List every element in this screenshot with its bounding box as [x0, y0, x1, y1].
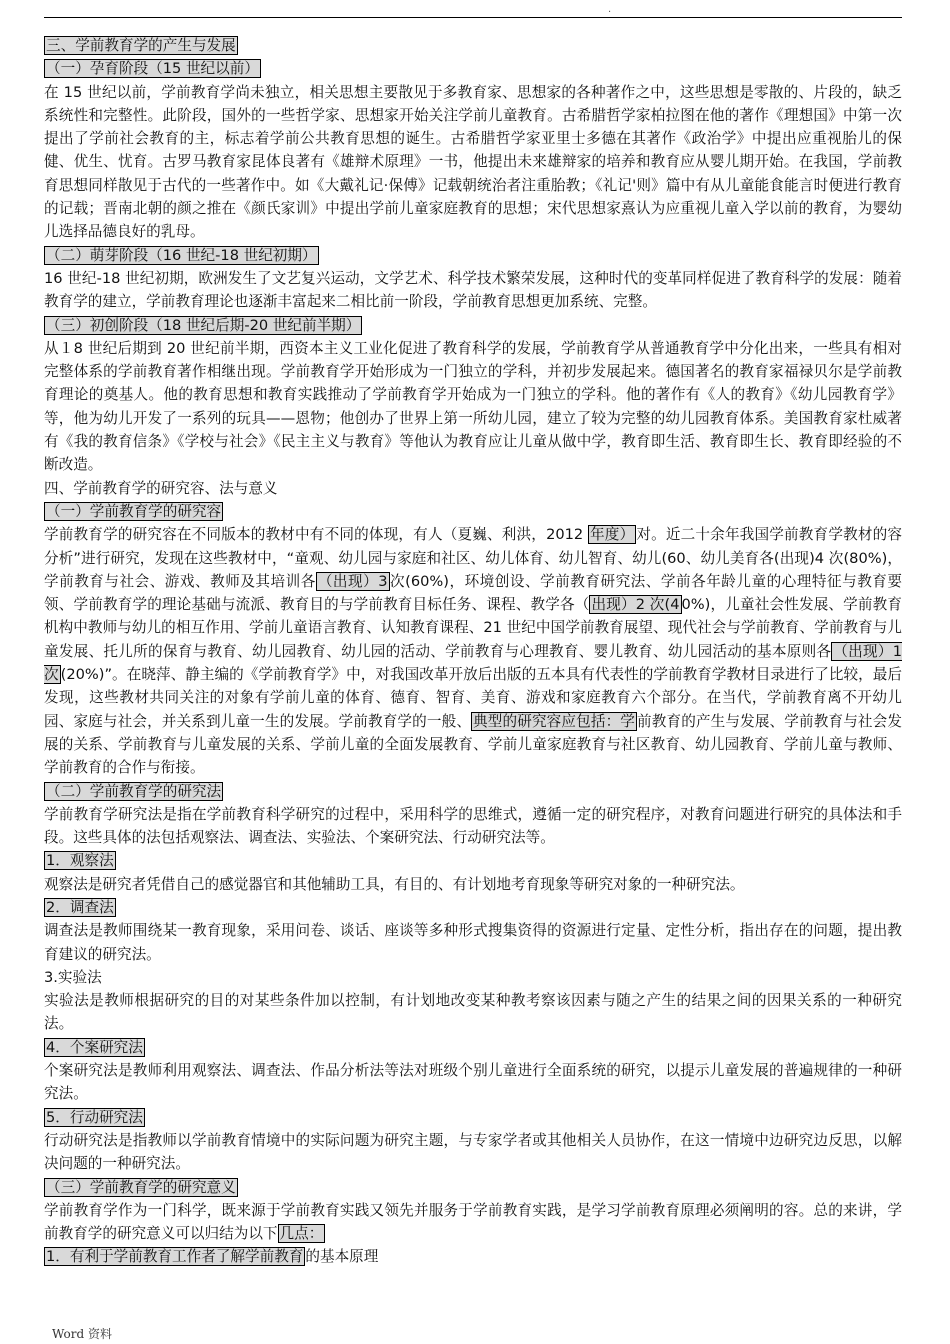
footer-label: Word 资料	[52, 1327, 112, 1341]
header-dot: .	[608, 4, 612, 15]
method-2-paragraph: 调查法是教师围绕某一教育现象，采用问卷、谈话、座谈等多种形式搜集资得的资源进行定量、定性分析，指出存在的问题，提出教育建议的研究法。	[44, 922, 902, 963]
research-method-title: （二）学前教育学的研究法	[46, 782, 222, 800]
method-5-paragraph: 行动研究法是指教师以学前教育情境中的实际问题为研究主题，与专家学者或其他相关人员协作，在这一情境中边研究边反思，以解决问题的一种研究法。	[44, 1131, 902, 1173]
text-run: 前教育的产生与发展、学前教育与社会发展的关系、学前教育与儿童发展的关系、学前儿童的全面发展教育、学前儿童家庭教育与社区教育、幼儿园教育、学前儿童与教师、学前教育的合作与衔接。	[44, 712, 902, 777]
text-run: (20%)”。在晓萍、静主编的《学前教育学》中，对我国改革开放后出版的五本具有代表性的学前教育学教材目录进行了比较，最后发现，这些教材共同关注的对象有学前儿童的体育、德育、智育、美育、游戏和家庭教育六个部分。在当代，学前教育离不开幼儿园、家庭与社会，并关系到儿童一生的发展。学前教育学的一般、	[44, 666, 902, 730]
highlight-box: 出现）2 次(4	[591, 596, 680, 614]
text-run: 次(60%)，环境创设、学前教育研究法、学前各年龄儿童的心理特征与教育要领、学前教育学的理论基础与流派、教育目的与学前教育目标任务、课程、教学各（	[44, 572, 902, 614]
stage-3-heading	[44, 314, 902, 337]
significance-point-1	[44, 1245, 902, 1268]
method-5-title: 5．行动研究法	[46, 1108, 143, 1126]
stage-2-heading	[44, 244, 902, 267]
method-4-heading	[44, 1036, 902, 1059]
research-significance-title: （三）学前教育学的研究意义	[46, 1178, 236, 1196]
research-content-heading	[44, 500, 902, 523]
text-run: 学前教育学作为一门科学，既来源于学前教育实践又领先并服务于学前教育实践，是学习学前教育原理必须阐明的容。总的来讲，学前教育学的研究意义可以归结为以下	[44, 1201, 902, 1243]
method-2-title: 2．调查法	[46, 898, 114, 916]
stage-1-heading	[44, 57, 902, 80]
highlight-box: （出现）1 次	[44, 642, 902, 684]
section-4-heading: 四、学前教育学的研究容、法与意义	[44, 479, 278, 497]
text-run: 学前教育学的研究容在不同版本的教材中有不同的体现，有人（夏巍、利洪，2012	[44, 526, 589, 544]
section-3-title: 三、学前教育学的产生与发展	[46, 37, 236, 54]
stage-3-title: （三）初创阶段（18 世纪后期-20 世纪前半期）	[46, 316, 361, 334]
document-body	[44, 34, 902, 1269]
highlight-box: 几点：	[279, 1225, 324, 1243]
text-run: 对。近二十余年我国学前教育学教材的容分析”进行研究，发现在这些教材中，“童观、幼儿园与家庭和社区、幼儿体育、幼儿智育、幼儿(60、幼儿美育各(出现)4 次(80%)，学前教育与社会、游戏、教师及其培训各	[44, 526, 902, 590]
section-3-heading	[44, 34, 902, 57]
stage-2-paragraph: 16 世纪-18 世纪初期，欧洲发生了文艺复兴运动，文学艺术、科学技术繁荣发展，这种时代的变革同样促进了教育科学的发展：随着教育学的建立，学前教育理论也逐渐丰富起来二相比前一阶段，学前教育思想更加系统、完整。	[44, 269, 902, 311]
text-run: 0%)，儿童社会性发展、学前教育机构中教师与幼儿的相互作用、学前儿童语言教育、认知教育课程、21 世纪中国学前教育展望、现代社会与学前教育、学前教育与儿童发展、托儿所的保育与教育、幼儿园教育、幼儿园的活动、学前教育与心理教育、婴儿教育、幼儿园活动的基本原则各	[44, 596, 902, 660]
stage-3-paragraph: 从１8 世纪后期到 20 世纪前半期，西资本主义工业化促进了教育科学的发展，学前教育学从普通教育学中分化出来，一些具有相对完整体系的学前教育著作相继出现。学前教育学开始形成为一门独立的学科，并初步发展起来。德国著名的教育家福禄贝尔是学前教育理论的奠基人。他的教育思想和教育实践推动了学前教育学开始成为一门独立的学科。他的著作有《人的教育》《幼儿园教育学》等，他为幼儿开发了一系列的玩具——恩物；他创办了世界上第一所幼儿园，建立了较为完整的幼儿园教育体系。美国教育家杜威著有《我的教育信条》《学校与社会》《民主主义与教育》等他认为教育应让儿童从做中学，教育即生活、教育即生长、教育即经验的不断改造。	[44, 339, 902, 474]
method-1-paragraph: 观察法是研究者凭借自己的感觉器官和其他辅助工具，有目的、有计划地考育现象等研究对象的一种研究法。	[44, 875, 745, 893]
header-rule	[44, 17, 902, 18]
research-content-title: （一）学前教育学的研究容	[46, 502, 222, 520]
highlight-box: （出现）3	[317, 572, 388, 590]
method-4-title: 4．个案研究法	[46, 1038, 143, 1056]
method-4-paragraph: 个案研究法是教师利用观察法、调查法、作品分析法等法对班级个别儿童进行全面系统的研究，以提示儿童发展的普遍规律的一种研究法。	[44, 1062, 902, 1103]
research-significance-paragraph	[44, 1199, 902, 1246]
research-significance-heading	[44, 1176, 902, 1199]
method-5-heading	[44, 1106, 902, 1129]
highlight-box: 典型的研究容应包括：学	[473, 712, 636, 730]
method-1-heading	[44, 849, 902, 872]
highlight-box: 1．有利于学前教育工作者了解学前教育	[46, 1248, 304, 1266]
research-content-paragraph	[44, 523, 902, 779]
research-method-heading	[44, 780, 902, 803]
method-1-title: 1．观察法	[46, 852, 114, 870]
method-3-paragraph: 实验法是教师根据研究的目的对某些条件加以控制，有计划地改变某种教考察该因素与随之产生的结果之间的因果关系的一种研究法。	[44, 992, 902, 1033]
stage-1-paragraph: 在 15 世纪以前，学前教育学尚未独立，相关思想主要散见于多教育家、思想家的各种著作之中，这些思想是零散的、片段的，缺乏系统性和完整性。此阶段，国外的一些哲学家、思想家开始关注学前儿童教育。古希腊哲学家柏拉图在他的著作《理想国》中第一次提出了学前社会教育的主，标志着学前公共教育思想的诞生。古希腊哲学家亚里士多德在其著作《政治学》中提出应重视胎儿的保健、优生、忧育。古罗马教育家昆体良著有《雄辩术原理》一书，他提出未来雄辩家的培养和教育应从婴儿期开始。在我国，学前教育思想同样散见于古代的一些著作中。如《大戴礼记·保傅》记载朝统治者注重胎教；《礼记'则》篇中有从儿童能食能言时便进行教育的记载；晋南北朝的颜之推在《颜氏家训》中提出学前儿童家庭教育的思想；宋代思想家熹认为应重视儿童入学以前的教育，为婴幼儿选择品德良好的乳母。	[44, 83, 902, 241]
method-3-heading: 3.实验法	[44, 968, 102, 986]
method-2-heading	[44, 896, 902, 919]
text-run: 的基本原理	[305, 1248, 379, 1266]
research-method-paragraph: 学前教育学研究法是指在学前教育科学研究的过程中，采用科学的思维式，遵循一定的研究程序，对教育问题进行研究的具体法和手段。这些具体的法包括观察法、调查法、实验法、个案研究法、行动研究法等。	[44, 805, 902, 847]
stage-1-title: （一）孕育阶段（15 世纪以前）	[46, 60, 259, 78]
highlight-box: 年度）	[590, 526, 635, 544]
stage-2-title: （二）萌芽阶段（16 世纪-18 世纪初期）	[46, 246, 317, 264]
